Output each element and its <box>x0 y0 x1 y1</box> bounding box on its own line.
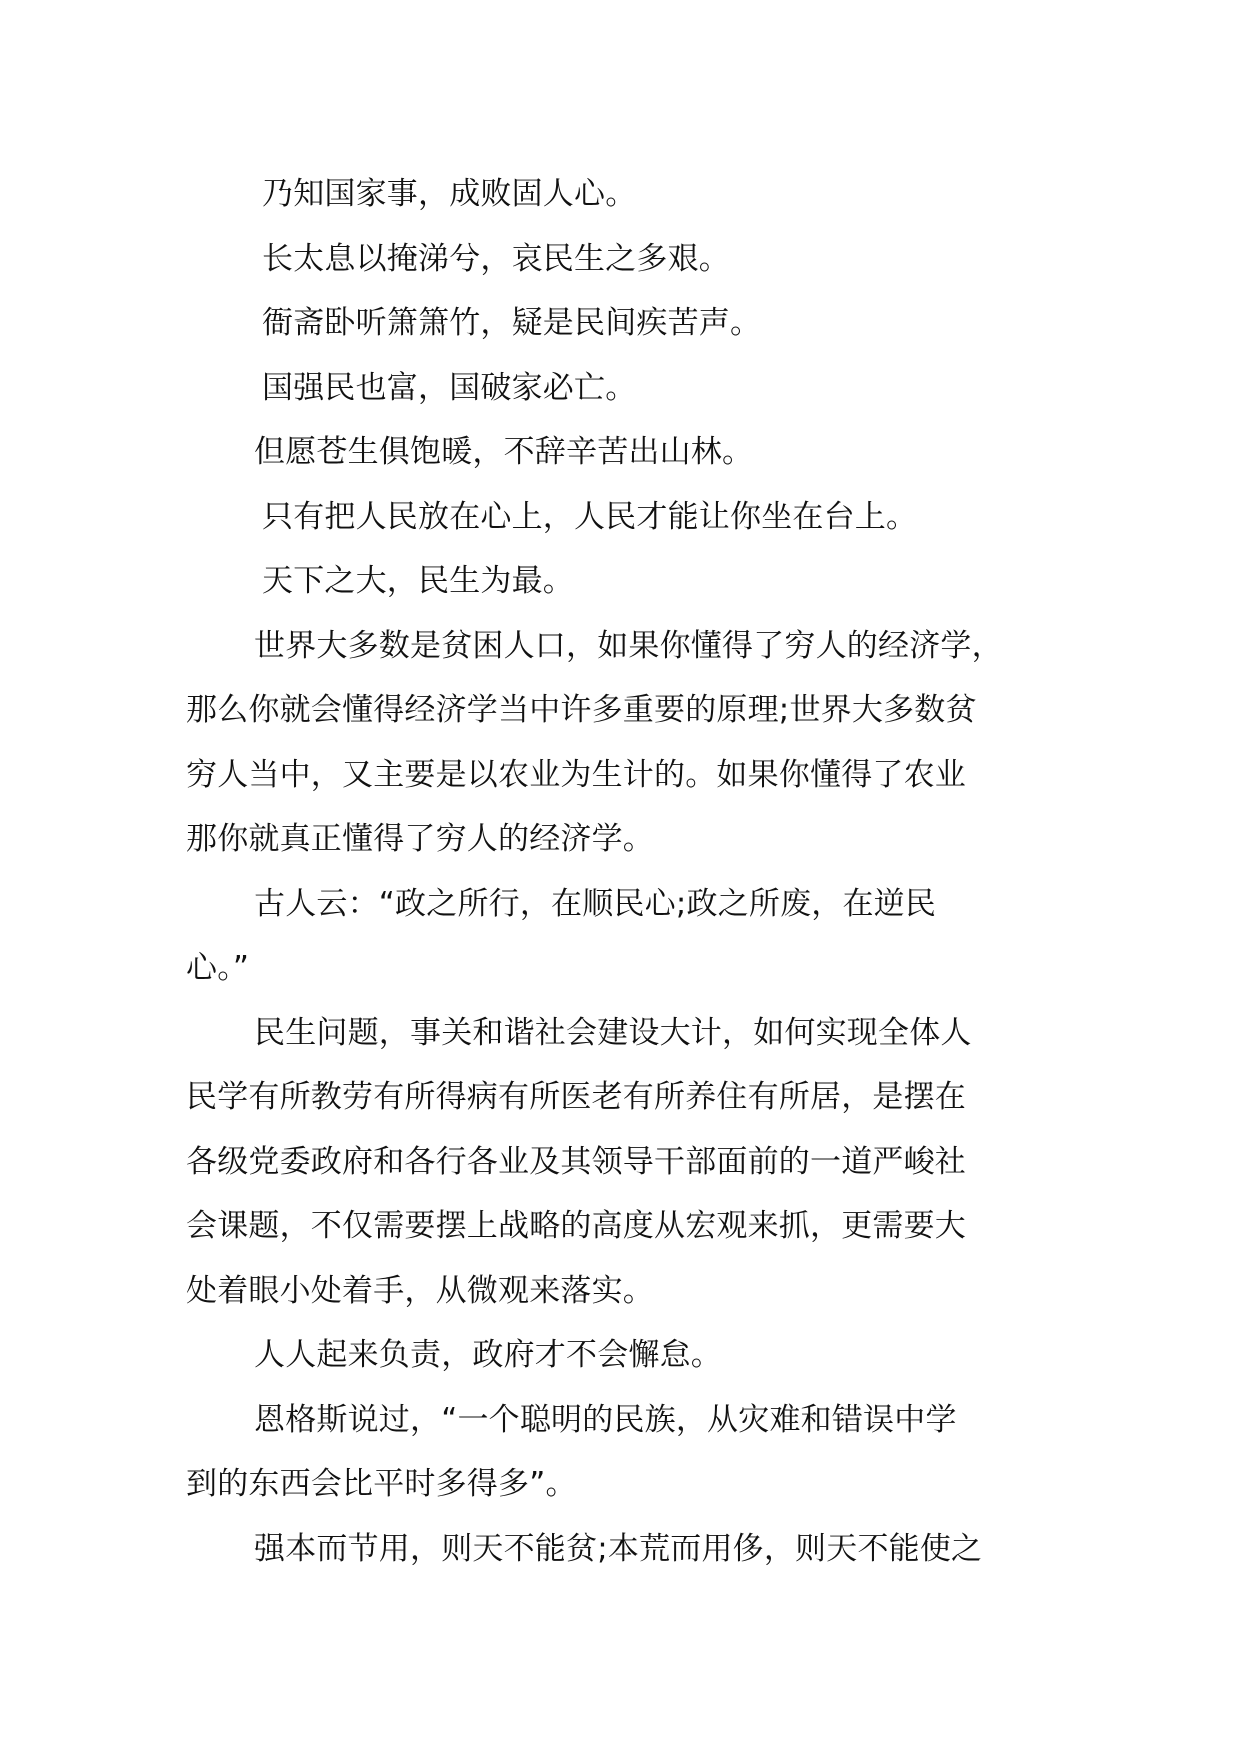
body-text <box>186 162 1066 1581</box>
text-line: 处着眼小处着手，从微观来落实。 <box>186 1272 654 1309</box>
text-line: 各级党委政府和各行各业及其领导干部面前的一道严峻社 <box>186 1143 966 1180</box>
text-line: 那你就真正懂得了穷人的经济学。 <box>186 821 654 857</box>
text-line: 乃知国家事，成败固人心。 <box>262 176 637 212</box>
text-line: 世界大多数是贫困人口，如果你懂得了穷人的经济学， <box>254 627 1003 664</box>
text-line: 穷人当中，又主要是以农业为生计的。如果你懂得了农业 <box>186 756 966 793</box>
text-line: 衙斋卧听箫箫竹，疑是民间疾苦声。 <box>262 305 762 341</box>
text-line: 长太息以掩涕兮，哀民生之多艰。 <box>262 240 730 277</box>
text-line: 强本而节用，则天不能贫;本荒而用侈，则天不能使之 <box>254 1530 983 1567</box>
text-line: 只有把人民放在心上，人民才能让你坐在台上。 <box>262 498 918 535</box>
text-line: 但愿苍生俱饱暖，不辞辛苦出山林。 <box>254 434 754 470</box>
text-line: 那么你就会懂得经济学当中许多重要的原理;世界大多数贫 <box>186 692 977 728</box>
text-line: 民生问题，事关和谐社会建设大计，如何实现全体人 <box>254 1014 972 1051</box>
text-line: 古人云：“政之所行，在顺民心;政之所废，在逆民 <box>254 885 937 922</box>
text-line: 人人起来负责，政府才不会懈怠。 <box>254 1337 722 1373</box>
text-line: 民学有所教劳有所得病有所医老有所养住有所居，是摆在 <box>186 1079 966 1115</box>
text-line: 天下之大，民生为最。 <box>262 563 574 599</box>
text-line: 国强民也富，国破家必亡。 <box>262 369 637 406</box>
text-line: 心。” <box>186 950 250 986</box>
text-line: 恩格斯说过，“一个聪明的民族，从灾难和错误中学 <box>254 1401 957 1438</box>
text-line: 会课题，不仅需要摆上战略的高度从宏观来抓，更需要大 <box>186 1208 966 1244</box>
text-line: 到的东西会比平时多得多”。 <box>186 1466 577 1502</box>
